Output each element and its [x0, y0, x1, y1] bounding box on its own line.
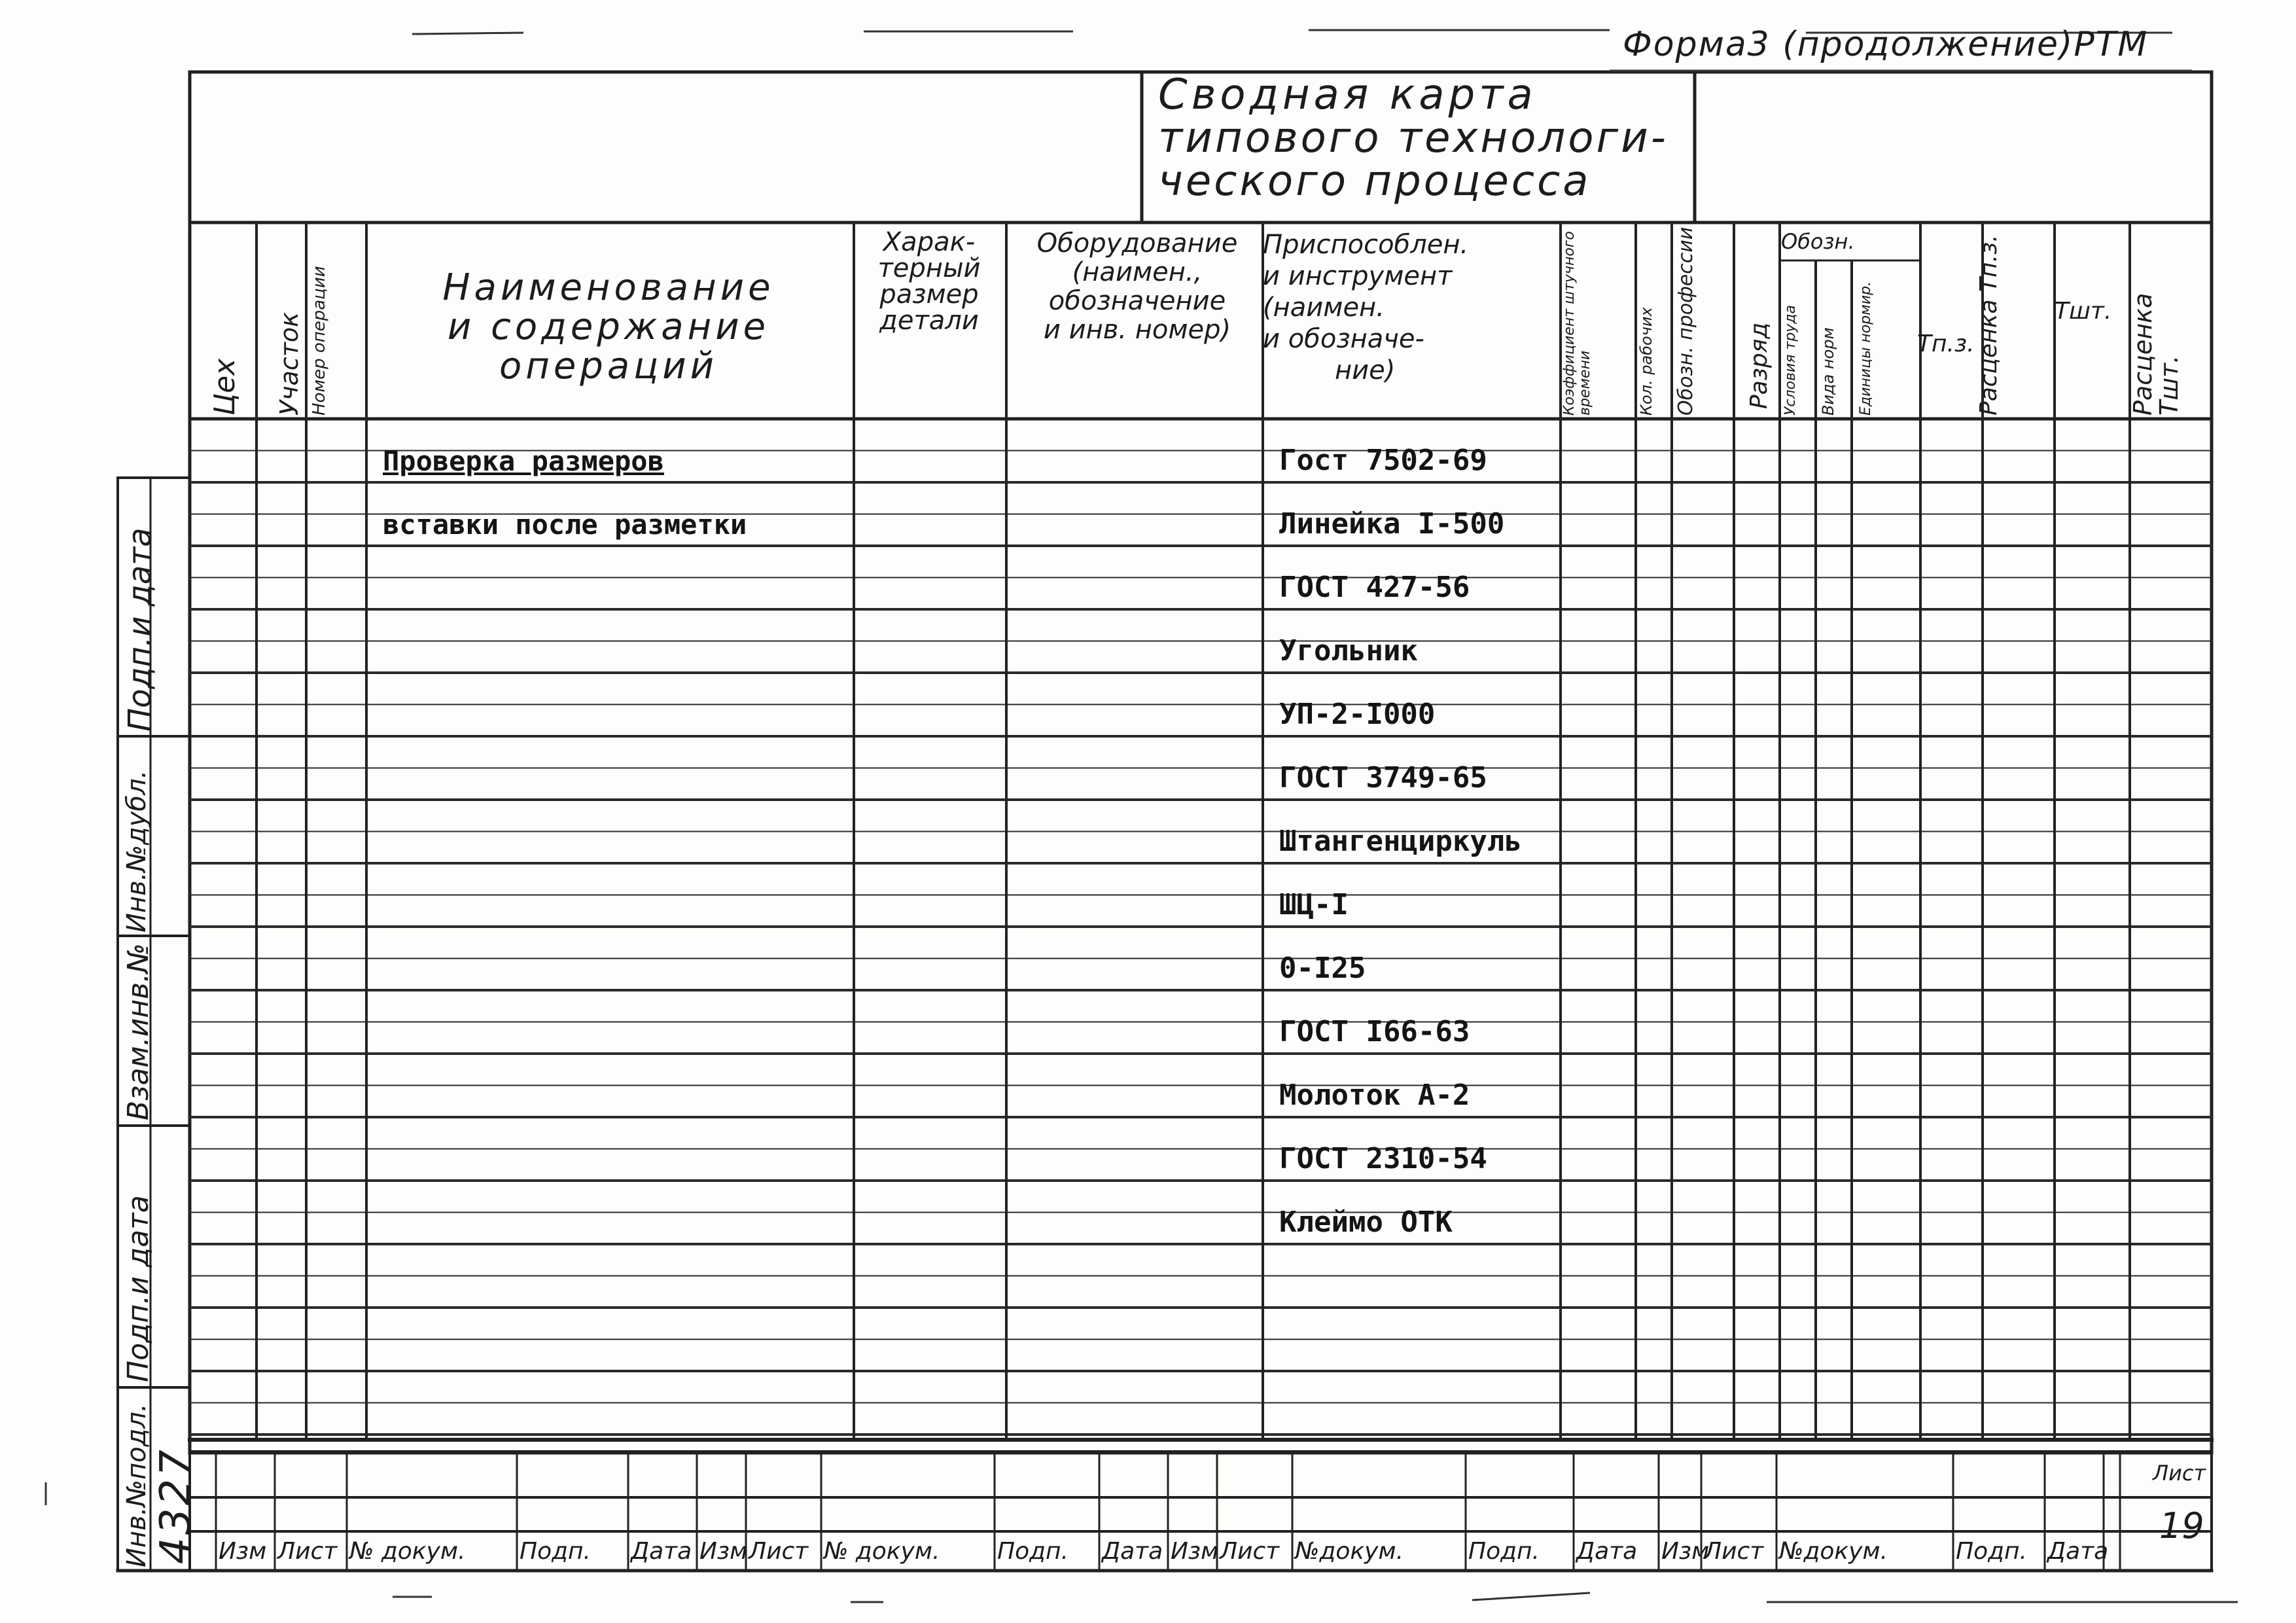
side-label-sign-date-1: Подп.и дата	[122, 1195, 155, 1382]
revision-label: Дата	[1576, 1538, 1638, 1565]
op-name-line-1: Наименование	[442, 266, 775, 309]
revision-label: № докум.	[824, 1538, 940, 1565]
side-label-inv-orig: Инв.№подл.	[122, 1403, 152, 1567]
char-size-line-2: терный	[877, 253, 981, 283]
tools-line-2: и инструмент	[1263, 261, 1453, 291]
revision-label: №докум.	[1779, 1538, 1888, 1565]
col-header-equipment	[1006, 229, 1268, 344]
tool-text: ГОСТ 2310-54	[1279, 1142, 1487, 1175]
col-header-tools	[1263, 229, 1561, 386]
revision-label: Изм	[1661, 1538, 1710, 1565]
tools-line-1: Приспособлен.	[1263, 230, 1469, 260]
tool-text: ГОСТ 427-56	[1279, 571, 1470, 604]
operation-text: Проверка размеров	[383, 445, 664, 477]
col-header-grade: Разряд	[1746, 322, 1773, 409]
tool-text: Штангенциркуль	[1279, 825, 1522, 858]
revision-label: Лист	[749, 1538, 809, 1565]
revision-label: Подп.	[1468, 1538, 1540, 1565]
tools-line-3: (наимен.	[1263, 293, 1385, 323]
equipment-line-4: и инв. номер)	[1043, 315, 1231, 345]
col-header-char-size	[854, 229, 1004, 334]
char-size-line-1: Харак-	[883, 227, 976, 257]
tool-text: ГОСТ I66-63	[1279, 1015, 1470, 1048]
equipment-line-3: обозначение	[1048, 286, 1226, 316]
op-name-line-3: операций	[499, 345, 718, 387]
col-header-designation: Обозн.	[1781, 229, 1855, 254]
tool-text: Молоток А-2	[1279, 1079, 1470, 1112]
revision-label: Лист	[1704, 1538, 1764, 1565]
col-header-op-number: Номер операции	[309, 266, 329, 416]
col-header-norm-type: Вида норм	[1819, 327, 1837, 416]
revision-label: Дата	[1102, 1538, 1163, 1565]
col-header-op-name	[366, 268, 851, 386]
card-title-line-2: типового технологи-	[1158, 114, 1669, 162]
col-header-shop: Цех	[208, 358, 241, 416]
char-size-line-4: детали	[879, 306, 979, 336]
col-header-workers: Кол. рабочих	[1637, 307, 1655, 416]
revision-label: Изм	[219, 1538, 267, 1565]
revision-label: Подп.	[520, 1538, 591, 1565]
side-label-replace-inv: Взам.инв.№	[122, 943, 155, 1120]
col-header-coef: Коэффициент штучного времени	[1561, 231, 1593, 416]
col-header-tsht: Тшт.	[2055, 298, 2112, 325]
inventory-number: 4327	[152, 1447, 200, 1564]
card-title	[1158, 73, 1669, 203]
tools-line-5: ние)	[1335, 355, 1396, 385]
revision-label: Изм	[1171, 1538, 1219, 1565]
card-title-line-3: ческого процесса	[1158, 157, 1591, 205]
tool-text: 0-I25	[1279, 952, 1366, 985]
side-label-inv-dup: Инв.№дубл.	[122, 770, 152, 933]
revision-label: Изм	[699, 1538, 748, 1565]
revision-label: № докум.	[349, 1538, 466, 1565]
col-header-profession: Обозн. профессии	[1674, 226, 1697, 416]
col-header-work-cond: Условия труда	[1782, 304, 1799, 416]
col-header-section: Участок	[275, 312, 304, 416]
revision-label: №докум.	[1295, 1538, 1404, 1565]
sheet-label: Лист	[2153, 1461, 2206, 1486]
tool-text: Гост 7502-69	[1279, 444, 1487, 477]
col-header-norm-units: Единицы нормир.	[1858, 281, 1874, 416]
equipment-line-1: Оборудование	[1036, 228, 1238, 259]
card-title-line-1: Сводная карта	[1158, 71, 1537, 119]
tool-text: ШЦ-I	[1279, 888, 1349, 921]
equipment-line-2: (наимен.,	[1072, 257, 1203, 287]
operation-text: вставки после разметки	[383, 508, 747, 541]
revision-label: Подп.	[1956, 1538, 2027, 1565]
op-name-line-2: и содержание	[447, 306, 770, 348]
col-header-rate-tpz: Расценка Тп.з.	[1975, 234, 2002, 416]
revision-label: Лист	[1220, 1538, 1280, 1565]
revision-label: Дата	[2047, 1538, 2109, 1565]
form-label: Форма3 (продолжение)РТМ	[1623, 25, 2149, 64]
tool-text: ГОСТ 3749-65	[1279, 761, 1487, 794]
char-size-line-3: размер	[879, 279, 979, 310]
tool-text: УП-2-I000	[1279, 698, 1436, 731]
col-header-tpz: Тп.з.	[1917, 330, 1975, 357]
revision-label: Дата	[631, 1538, 692, 1565]
revision-label: Лист	[277, 1538, 338, 1565]
revision-label: Подп.	[997, 1538, 1069, 1565]
tool-text: Угольник	[1279, 634, 1418, 668]
col-header-rate-tsht: Расценка Тшт.	[2128, 293, 2183, 416]
tools-line-4: и обозначе-	[1263, 324, 1424, 354]
side-label-sign-date-2: Подп.и дата	[122, 527, 158, 732]
sheet-number: 19	[2159, 1505, 2204, 1546]
tool-text: Клеймо ОТК	[1279, 1205, 1453, 1239]
tool-text: Линейка I-500	[1279, 507, 1505, 541]
